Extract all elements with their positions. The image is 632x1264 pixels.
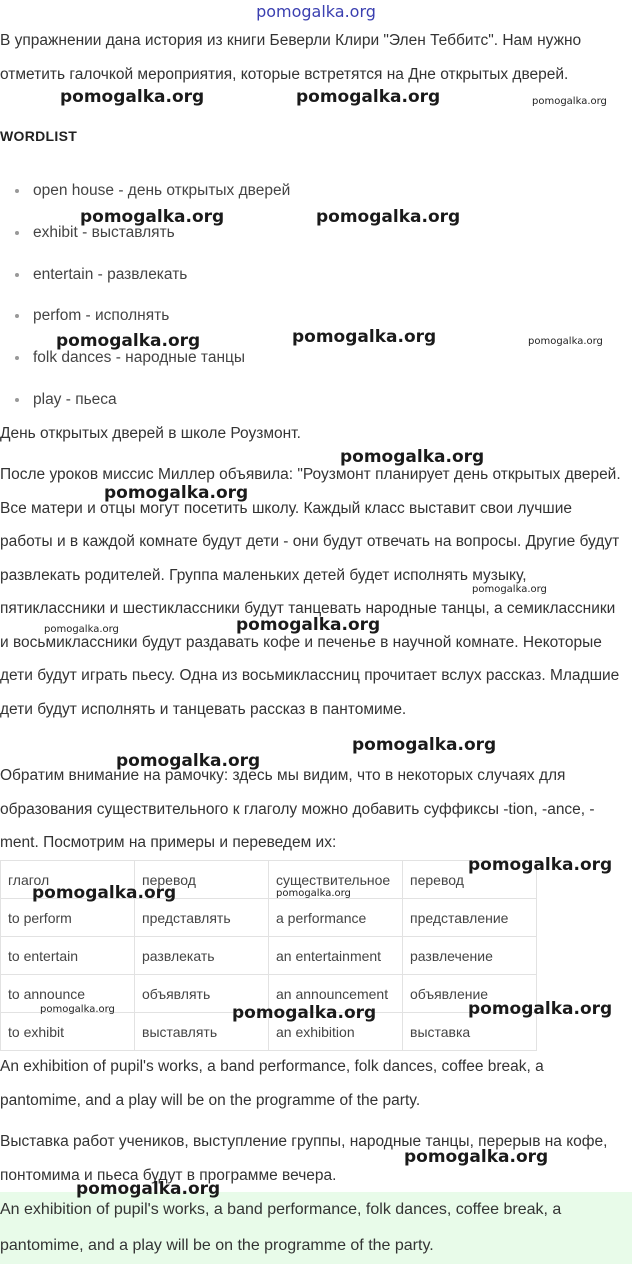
watermark: pomogalka.org [104,483,249,503]
table-cell: развлечение [403,937,537,975]
watermark: pomogalka.org [296,87,441,107]
table-header-cell: перевод [135,861,269,899]
table-cell: представлять [135,899,269,937]
table-cell: to perform [1,899,135,937]
watermark: pomogalka.org [468,855,613,875]
watermark: pomogalka.org [80,207,225,227]
watermark: pomogalka.org [404,1147,549,1167]
table-header-cell: существительное [269,861,403,899]
table-cell: an exhibition [269,1013,403,1051]
wordlist-item: exhibit - выставлять [0,216,290,258]
intro-paragraph: В упражнении дана история из книги Беверли Клири "Элен Теббитс". Нам нужно отметить галочкой мероприятия, которые встретятся на Дне открытых дверей. [0,32,582,83]
story-paragraph: После уроков миссис Миллер объявила: "Роузмонт планирует день открытых дверей. Все матери и отцы могут посетить школу. Каждый класс выставит свои лучшие работы и в каждой комнате будут дети - они будут отвечать на вопросы. Другие будут развлекать родителей. Группа маленьких детей будет исполнять музыку, пятиклассники и шестиклассники будут танцевать народные танцы, а семиклассники и восьмиклассники будут раздавать кофе и печенье в научной комнате. Некоторые дети будут играть пьесу. Одна из восьмиклассниц прочитает вслух рассказ. Младшие дети будут исполнять и танцевать рассказ в пантомиме. [0,466,621,718]
watermark: pomogalka.org [340,447,485,467]
watermark: pomogalka.org [44,624,119,635]
table-cell: выставлять [135,1013,269,1051]
watermark: pomogalka.org [472,584,547,595]
table-cell: to exhibit [1,1013,135,1051]
watermark: pomogalka.org [32,883,177,903]
table-row [1,937,537,975]
table-cell: to entertain [1,937,135,975]
wordlist-item: folk dances - народные танцы [0,341,290,383]
watermark: pomogalka.org [528,336,603,347]
watermark: pomogalka.org [352,735,497,755]
watermark: pomogalka.org [116,751,261,771]
sentence-russian: Выставка работ учеников, выступление группы, народные танцы, перерыв на кофе, понтомима и пьеса будут в программе вечера. [0,1133,608,1184]
watermark: pomogalka.org [236,615,381,635]
watermark: pomogalka.org [56,331,201,351]
wordlist-heading: WORDLIST [0,128,78,144]
watermark: pomogalka.org [76,1179,221,1199]
sentence-english: An exhibition of pupil's works, a band performance, folk dances, coffee break, a pantomime, and a play will be on the programme of the party. [0,1058,544,1109]
table-cell: выставка [403,1013,537,1051]
table-row [1,899,537,937]
note-paragraph: Обратим внимание на рамочку: здесь мы видим, что в некоторых случаях для образования существительного к глаголу можно добавить суффиксы -tion, -ance, -ment. Посмотрим на примеры и переведем их: [0,767,595,851]
table-header-cell: глагол [1,861,135,899]
wordlist-item: play - пьеса [0,383,290,425]
watermark: pomogalka.org [40,1004,115,1015]
watermark: pomogalka.org [532,96,607,107]
watermark: pomogalka.org [468,999,613,1019]
wordlist-item: perfom - исполнять [0,299,290,341]
watermark: pomogalka.org [276,888,351,899]
table-header-cell: перевод [403,861,537,899]
table-cell: объявлять [135,975,269,1013]
table-cell: an announcement [269,975,403,1013]
table-cell: объявление [403,975,537,1013]
wordlist-item: entertain - развлекать [0,258,290,300]
watermark: pomogalka.org [292,327,437,347]
watermark: pomogalka.org [316,207,461,227]
table-cell: представление [403,899,537,937]
site-header-link[interactable]: pomogalka.org [256,2,376,21]
answer-text: An exhibition of pupil's works, a band performance, folk dances, coffee break, a pantomime, and a play will be on the programme of the party. [0,1201,562,1254]
watermark: pomogalka.org [232,1003,377,1023]
table-cell: a performance [269,899,403,937]
table-cell: to announce [1,975,135,1013]
wordlist-item: open house - день открытых дверей [0,174,290,216]
watermark: pomogalka.org [60,87,205,107]
story-title: День открытых дверей в школе Роузмонт. [0,425,301,442]
table-cell: an entertainment [269,937,403,975]
table-cell: развлекать [135,937,269,975]
answer-highlight-box [0,1192,632,1264]
